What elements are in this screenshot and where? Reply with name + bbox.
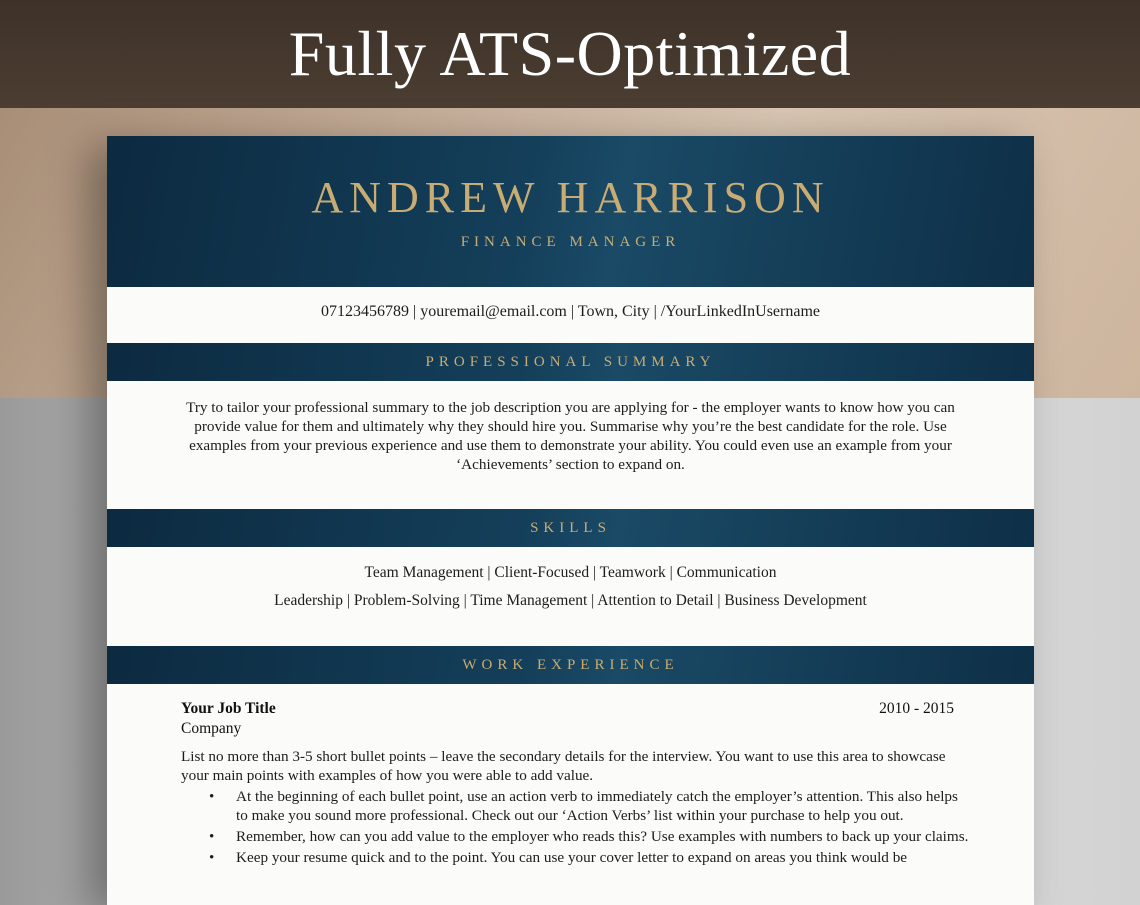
- section-heading-summary: PROFESSIONAL SUMMARY: [107, 343, 1034, 381]
- skills-line-2: Leadership | Problem-Solving | Time Management | Attention to Detail | Business Development: [274, 592, 867, 609]
- candidate-name: ANDREW HARRISON: [311, 173, 830, 222]
- job-bullet: [181, 787, 971, 825]
- bullet-dot-icon: •: [209, 828, 215, 845]
- skills-line-1: Team Management | Client-Focused | Teamwork | Communication: [364, 564, 777, 581]
- banner-title: Fully ATS-Optimized: [288, 18, 852, 89]
- bullet-dot-icon: •: [209, 788, 215, 805]
- job-dates: 2010 - 2015: [879, 700, 954, 717]
- section-heading-skills: SKILLS: [107, 509, 1034, 547]
- job-bullet-text: Keep your resume quick and to the point. You can use your cover letter to expand on areas you think would be: [236, 849, 908, 866]
- header-band: [107, 136, 1034, 287]
- candidate-role: FINANCE MANAGER: [460, 234, 681, 250]
- job-bullet: [181, 827, 971, 846]
- job-bullet-list: [181, 787, 971, 869]
- job-intro: List no more than 3-5 short bullet points – leave the secondary details for the interview. You want to use this area to showcase your main points with examples of how you were able to add value.: [181, 748, 946, 784]
- summary-text: Try to tailor your professional summary to the job description you are applying for - the employer wants to know how you can provide value for them and ultimately why they should hire you. Summarise why you’re the best candidate for the role. Use examples from your previous experience and use them to demonstrate your ability. You could even use an example from your ‘Achievements’ section to expand on.: [186, 399, 955, 473]
- section-heading-experience: WORK EXPERIENCE: [107, 646, 1034, 684]
- job-bullet: [181, 848, 971, 867]
- job-bullet-text: At the beginning of each bullet point, use an action verb to immediately catch the employer’s attention. This also helps to make you sound more professional. Check out our ‘Action Verbs’ list within your purchase to help you out.: [236, 788, 958, 824]
- bullet-dot-icon: •: [209, 849, 215, 866]
- job-title: Your Job Title: [181, 700, 276, 717]
- job-bullet-text: Remember, how can you add value to the employer who reads this? Use examples with numbers to back up your claims.: [236, 828, 969, 845]
- resume-sheet: [107, 136, 1034, 905]
- job-company: Company: [181, 720, 242, 737]
- contact-line: 07123456789 | youremail@email.com | Town, City | /YourLinkedInUsername: [320, 303, 820, 320]
